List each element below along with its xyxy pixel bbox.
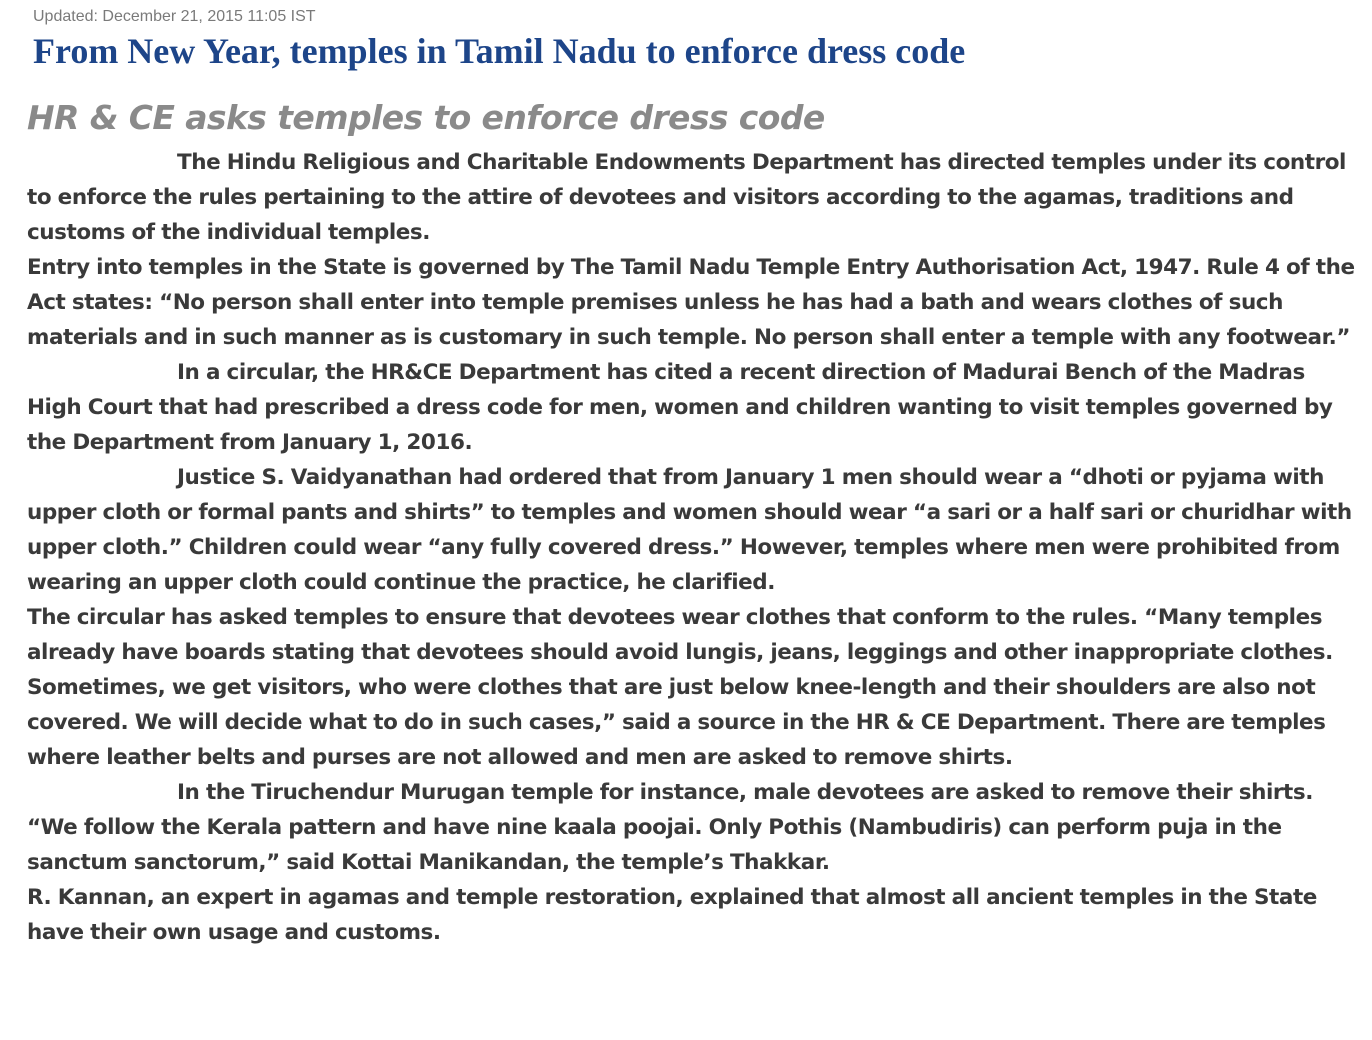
paragraph-7: R. Kannan, an expert in agamas and temple restoration, explained that almost all ancient temples in the State have their own usage and customs.: [27, 885, 1317, 945]
article-body: [27, 145, 1357, 950]
paragraph-5: The circular has asked temples to ensure that devotees wear clothes that conform to the rules. “Many temples already have boards stating that devotees should avoid lungis, jeans, leggings and other inappropriate clothes. Sometimes, we get visitors, who were clothes that are just below knee-length and their shoulders are also not covered. We will decide what to do in such cases,” said a source in the HR & CE Department. There are temples where leather belts and purses are not allowed and men are asked to remove shirts.: [27, 605, 1333, 770]
paragraph-1: The Hindu Religious and Charitable Endowments Department has directed temples under its control to enforce the rules pertaining to the attire of devotees and visitors according to the agamas, traditions and customs of the individual temples.: [27, 150, 1346, 245]
paragraph-4: Justice S. Vaidyanathan had ordered that from January 1 men should wear a “dhoti or pyjama with upper cloth or formal pants and shirts” to temples and women should wear “a sari or a half sari or churidhar with upper cloth.” Children could wear “any fully covered dress.” However, temples where men were prohibited from wearing an upper cloth could continue the practice, he clarified.: [27, 465, 1352, 595]
headline: From New Year, temples in Tamil Nadu to enforce dress code: [33, 31, 966, 71]
paragraph-6: In the Tiruchendur Murugan temple for instance, male devotees are asked to remove their shirts. “We follow the Kerala pattern and have nine kaala poojai. Only Pothis (Nambudiris) can perform puja in the sanctum sanctorum,” said Kottai Manikandan, the temple’s Thakkar.: [27, 780, 1313, 875]
paragraph-3: In a circular, the HR&CE Department has cited a recent direction of Madurai Bench of the Madras High Court that had prescribed a dress code for men, women and children wanting to visit temples governed by the Department from January 1, 2016.: [27, 360, 1333, 455]
subheadline: HR & CE asks temples to enforce dress code: [27, 98, 825, 137]
paragraph-2: Entry into temples in the State is governed by The Tamil Nadu Temple Entry Authorisation Act, 1947. Rule 4 of the Act states: “No person shall enter into temple premises unless he has had a bath and wears clothes of such materials and in such manner as is customary in such temple. No person shall enter a temple with any footwear.”: [27, 255, 1355, 350]
updated-timestamp: Updated: December 21, 2015 11:05 IST: [33, 8, 316, 25]
